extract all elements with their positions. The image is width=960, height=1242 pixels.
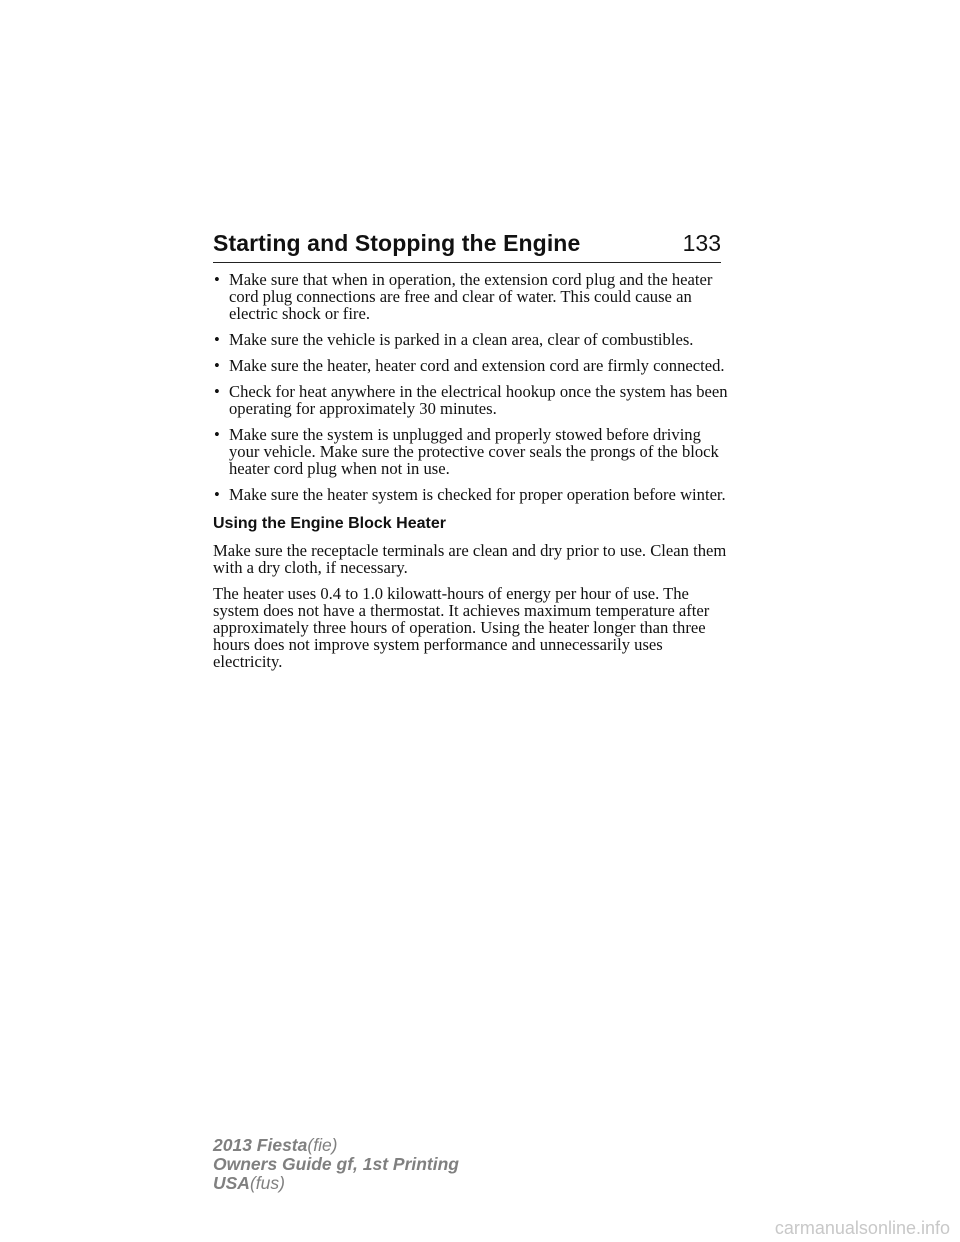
bullet-icon: • bbox=[214, 356, 220, 375]
page-header bbox=[213, 228, 721, 263]
bullet-list bbox=[213, 271, 733, 503]
footer-market-code: (fus) bbox=[249, 1173, 285, 1193]
footer-model-code: (fie) bbox=[307, 1135, 338, 1155]
footer-line-guide bbox=[213, 1155, 459, 1174]
paragraph: Make sure the receptacle terminals are clean and dry prior to use. Clean them with a dry cloth, if necessary. bbox=[213, 541, 727, 577]
section-heading: Using the Engine Block Heater bbox=[213, 515, 446, 532]
list-item bbox=[213, 331, 733, 348]
bullet-icon: • bbox=[214, 270, 220, 289]
list-item bbox=[213, 383, 733, 417]
footer-guide: Owners Guide gf, 1st Printing bbox=[213, 1154, 459, 1174]
bullet-text: Make sure the heater, heater cord and extension cord are firmly connected. bbox=[229, 356, 725, 375]
page-title: Starting and Stopping the Engine bbox=[213, 230, 581, 256]
bullet-icon: • bbox=[214, 425, 220, 444]
footer-market: USA bbox=[213, 1173, 250, 1193]
footer-line-model bbox=[213, 1136, 459, 1155]
list-item bbox=[213, 486, 733, 503]
paragraph: The heater uses 0.4 to 1.0 kilowatt-hours of energy per hour of use. The system does not have a thermostat. It achieves maximum temperature after approximately three hours of operation. Using the heater longer than three hours does not improve system performance and unnecessarily uses electricity. bbox=[213, 584, 710, 671]
bullet-icon: • bbox=[214, 330, 220, 349]
page-content bbox=[213, 271, 733, 679]
footer-model: 2013 Fiesta bbox=[213, 1135, 308, 1155]
list-item bbox=[213, 426, 733, 477]
bullet-text: Make sure the heater system is checked for proper operation before winter. bbox=[229, 485, 726, 504]
bullet-text: Make sure the vehicle is parked in a clean area, clear of combustibles. bbox=[229, 330, 694, 349]
bullet-icon: • bbox=[214, 382, 220, 401]
page-footer bbox=[213, 1136, 459, 1193]
bullet-icon: • bbox=[214, 485, 220, 504]
bullet-text: Make sure that when in operation, the extension cord plug and the heater cord plug connections are free and clear of water. This could cause an electric shock or fire. bbox=[229, 270, 713, 323]
watermark: carmanualsonline.info bbox=[774, 1218, 950, 1238]
list-item bbox=[213, 271, 733, 322]
footer-line-market bbox=[213, 1174, 459, 1193]
list-item bbox=[213, 357, 733, 374]
bullet-text: Make sure the system is unplugged and properly stowed before driving your vehicle. Make sure the protective cover seals the prongs of the block heater cord plug when not in use. bbox=[229, 425, 719, 478]
bullet-text: Check for heat anywhere in the electrical hookup once the system has been operating for approximately 30 minutes. bbox=[229, 382, 728, 418]
page-number: 133 bbox=[682, 230, 721, 256]
